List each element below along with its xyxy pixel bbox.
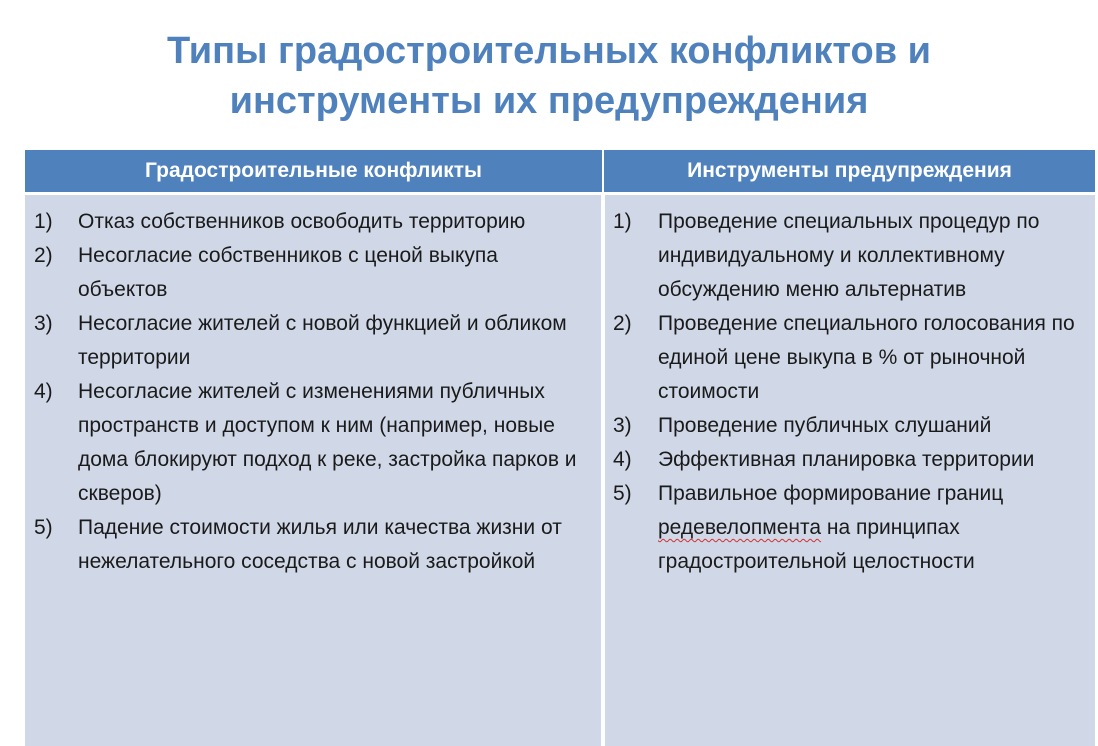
item-text: Отказ собственников освободить территорию [78, 210, 526, 233]
conflicts-list [25, 205, 590, 579]
item-number: 2) [613, 312, 632, 335]
item-text: Падение стоимости жилья или качества жизни от нежелательного соседства с новой застройкой [78, 516, 562, 573]
title-line-1: Типы градостроительных конфликтов и [166, 30, 932, 72]
item-text: Проведение публичных слушаний [658, 414, 992, 437]
comparison-table [25, 150, 1095, 746]
item-number: 4) [613, 448, 632, 471]
item-number: 2) [34, 244, 53, 267]
item-number: 3) [613, 414, 632, 437]
item-number: 5) [613, 482, 632, 505]
table-header-row [25, 150, 1095, 195]
slide-title [0, 26, 1098, 126]
header-tools: Инструменты предупреждения [687, 159, 1012, 182]
item-text: Несогласие жителей с изменениями публичных пространств и доступом к ним (например, новые дома блокируют подход к реке, застройка парков и скверов) [78, 380, 577, 505]
item-number: 1) [34, 210, 53, 233]
list-item [25, 205, 590, 239]
header-conflicts: Градостроительные конфликты [145, 159, 482, 182]
title-line-2: инструменты их предупреждения [229, 80, 869, 122]
tools-list [605, 205, 1093, 579]
list-item [605, 409, 1093, 443]
item-text: Несогласие собственников с ценой выкупа объектов [78, 244, 498, 301]
item-text [658, 482, 1003, 573]
item-text: Несогласие жителей с новой функцией и обликом территории [78, 312, 567, 369]
conflicts-cell [25, 195, 601, 746]
item-text: Проведение специального голосования по единой цене выкупа в % от рыночной стоимости [658, 312, 1075, 403]
item-number: 4) [34, 380, 53, 403]
spellcheck-marked-word: редевелопмента [658, 516, 822, 539]
tools-cell [605, 195, 1095, 746]
list-item [605, 443, 1093, 477]
list-item [605, 307, 1093, 409]
item-text-end: на принципах градостроительной целостности [658, 516, 975, 573]
item-number: 5) [34, 516, 53, 539]
list-item [605, 205, 1093, 307]
list-item [25, 511, 590, 579]
list-item [605, 477, 1093, 579]
list-item [25, 239, 590, 307]
item-text: Проведение специальных процедур по индивидуальному и коллективному обсуждению меню альтернатив [658, 210, 1040, 301]
list-item [25, 375, 590, 511]
item-number: 3) [34, 312, 53, 335]
item-number: 1) [613, 210, 632, 233]
list-item [25, 307, 590, 375]
item-text-start: Правильное формирование границ [658, 482, 1004, 505]
item-text: Эффективная планировка территории [658, 448, 1035, 471]
